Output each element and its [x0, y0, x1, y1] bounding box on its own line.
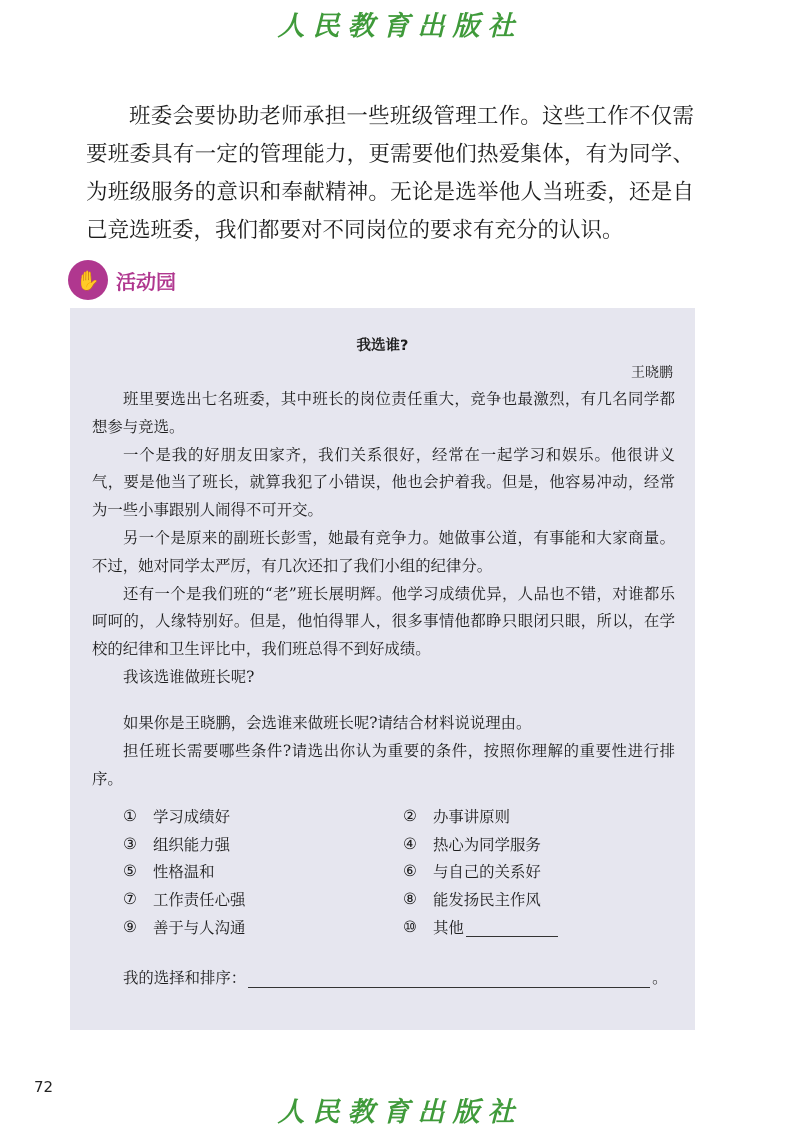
- activity-heading: [68, 259, 176, 301]
- option-text: 其他: [433, 919, 464, 938]
- option-item: [403, 805, 683, 827]
- option-text: 性格温和: [153, 863, 215, 882]
- option-number: ②: [403, 806, 417, 825]
- answer-blank-line[interactable]: [248, 967, 650, 988]
- hands-icon: ✋: [68, 260, 108, 300]
- option-number: ⑨: [123, 918, 137, 937]
- option-text: 学习成绩好: [153, 807, 230, 826]
- intro-paragraph: 班委会要协助老师承担一些班级管理工作。这些工作不仅需要班委具有一定的管理能力，更需要他们热爱集体，有为同学、为班级服务的意识和奉献精神。无论是选举他人当班委，还是自己竞选班委，我们都要对不同岗位的要求有充分的认识。: [86, 104, 694, 243]
- option-item: [403, 888, 683, 910]
- questions: [92, 710, 675, 793]
- option-text: 工作责任心强: [153, 891, 246, 910]
- story-paragraph: 一个是我的好朋友田家齐，我们关系很好，经常在一起学习和娱乐。他很讲义气，要是他当了班长，就算我犯了小错误，他也会护着我。但是，他容易冲动，经常为一些小事跟别人闹得不可开交。: [92, 445, 675, 520]
- activity-label: 活动园: [116, 269, 176, 294]
- story-paragraph: 班里要选出七名班委，其中班长的岗位责任重大，竞争也最激烈，有几名同学都想参与竞选。: [92, 390, 675, 436]
- question-item: 担任班长需要哪些条件?请选出你认为重要的条件，按照你理解的重要性进行排序。: [92, 741, 675, 788]
- story-paragraph: 还有一个是我们班的“老”班长展明辉。他学习成绩优异，人品也不错，对谁都乐呵呵的，人缘特别好。但是，他怕得罪人，很多事情他都睁只眼闭只眼，所以，在学校的纪律和卫生评比中，我们班总得不到好成绩。: [92, 584, 675, 659]
- option-item: [123, 916, 403, 938]
- option-number: ⑦: [123, 890, 137, 909]
- option-item: [123, 833, 403, 855]
- option-item: [123, 888, 403, 910]
- option-item: [123, 860, 403, 882]
- option-text: 组织能力强: [153, 835, 230, 854]
- option-item: [403, 916, 683, 938]
- question-item: 如果你是王晓鹏，会选谁来做班长呢?请结合材料说说理由。: [123, 714, 532, 732]
- option-row: [123, 830, 683, 858]
- activity-title: 我选谁?: [356, 338, 409, 354]
- option-number: ⑩: [403, 918, 417, 937]
- option-text: 与自己的关系好: [433, 863, 541, 882]
- author-name: 王晓鹏: [631, 365, 673, 381]
- option-number: ⑧: [403, 890, 417, 909]
- publisher-logo-top: 人民教育出版社: [277, 11, 523, 42]
- option-item: [123, 805, 403, 827]
- story-paragraph: 我该选谁做班长呢?: [123, 667, 255, 686]
- option-number: ③: [123, 834, 137, 853]
- option-text: 能发扬民主作风: [433, 891, 541, 910]
- activity-box: [70, 308, 695, 1030]
- option-row: [123, 913, 683, 941]
- condition-options: [123, 802, 683, 941]
- option-text: 善于与人沟通: [153, 919, 246, 938]
- page-number: 72: [34, 1078, 54, 1096]
- answer-label: 我的选择和排序：: [123, 969, 247, 987]
- option-item: [403, 860, 683, 882]
- option-number: ⑤: [123, 862, 137, 881]
- option-row: [123, 802, 683, 830]
- option-item: [403, 833, 683, 855]
- option-text: 办事讲原则: [433, 807, 510, 826]
- story-text: [92, 386, 675, 692]
- other-blank-line[interactable]: [466, 918, 558, 937]
- option-text: 热心为同学服务: [433, 835, 541, 854]
- option-number: ①: [123, 806, 137, 825]
- option-number: ④: [403, 834, 417, 853]
- option-number: ⑥: [403, 862, 417, 881]
- publisher-logo-bottom: 人民教育出版社: [277, 1097, 523, 1128]
- answer-end: 。: [652, 969, 668, 987]
- answer-line: [123, 966, 668, 988]
- option-row: [123, 885, 683, 913]
- option-row: [123, 858, 683, 886]
- story-paragraph: 另一个是原来的副班长彭雪，她最有竞争力。她做事公道，有事能和大家商量。不过，她对同学太严厉，有几次还扣了我们小组的纪律分。: [92, 528, 675, 575]
